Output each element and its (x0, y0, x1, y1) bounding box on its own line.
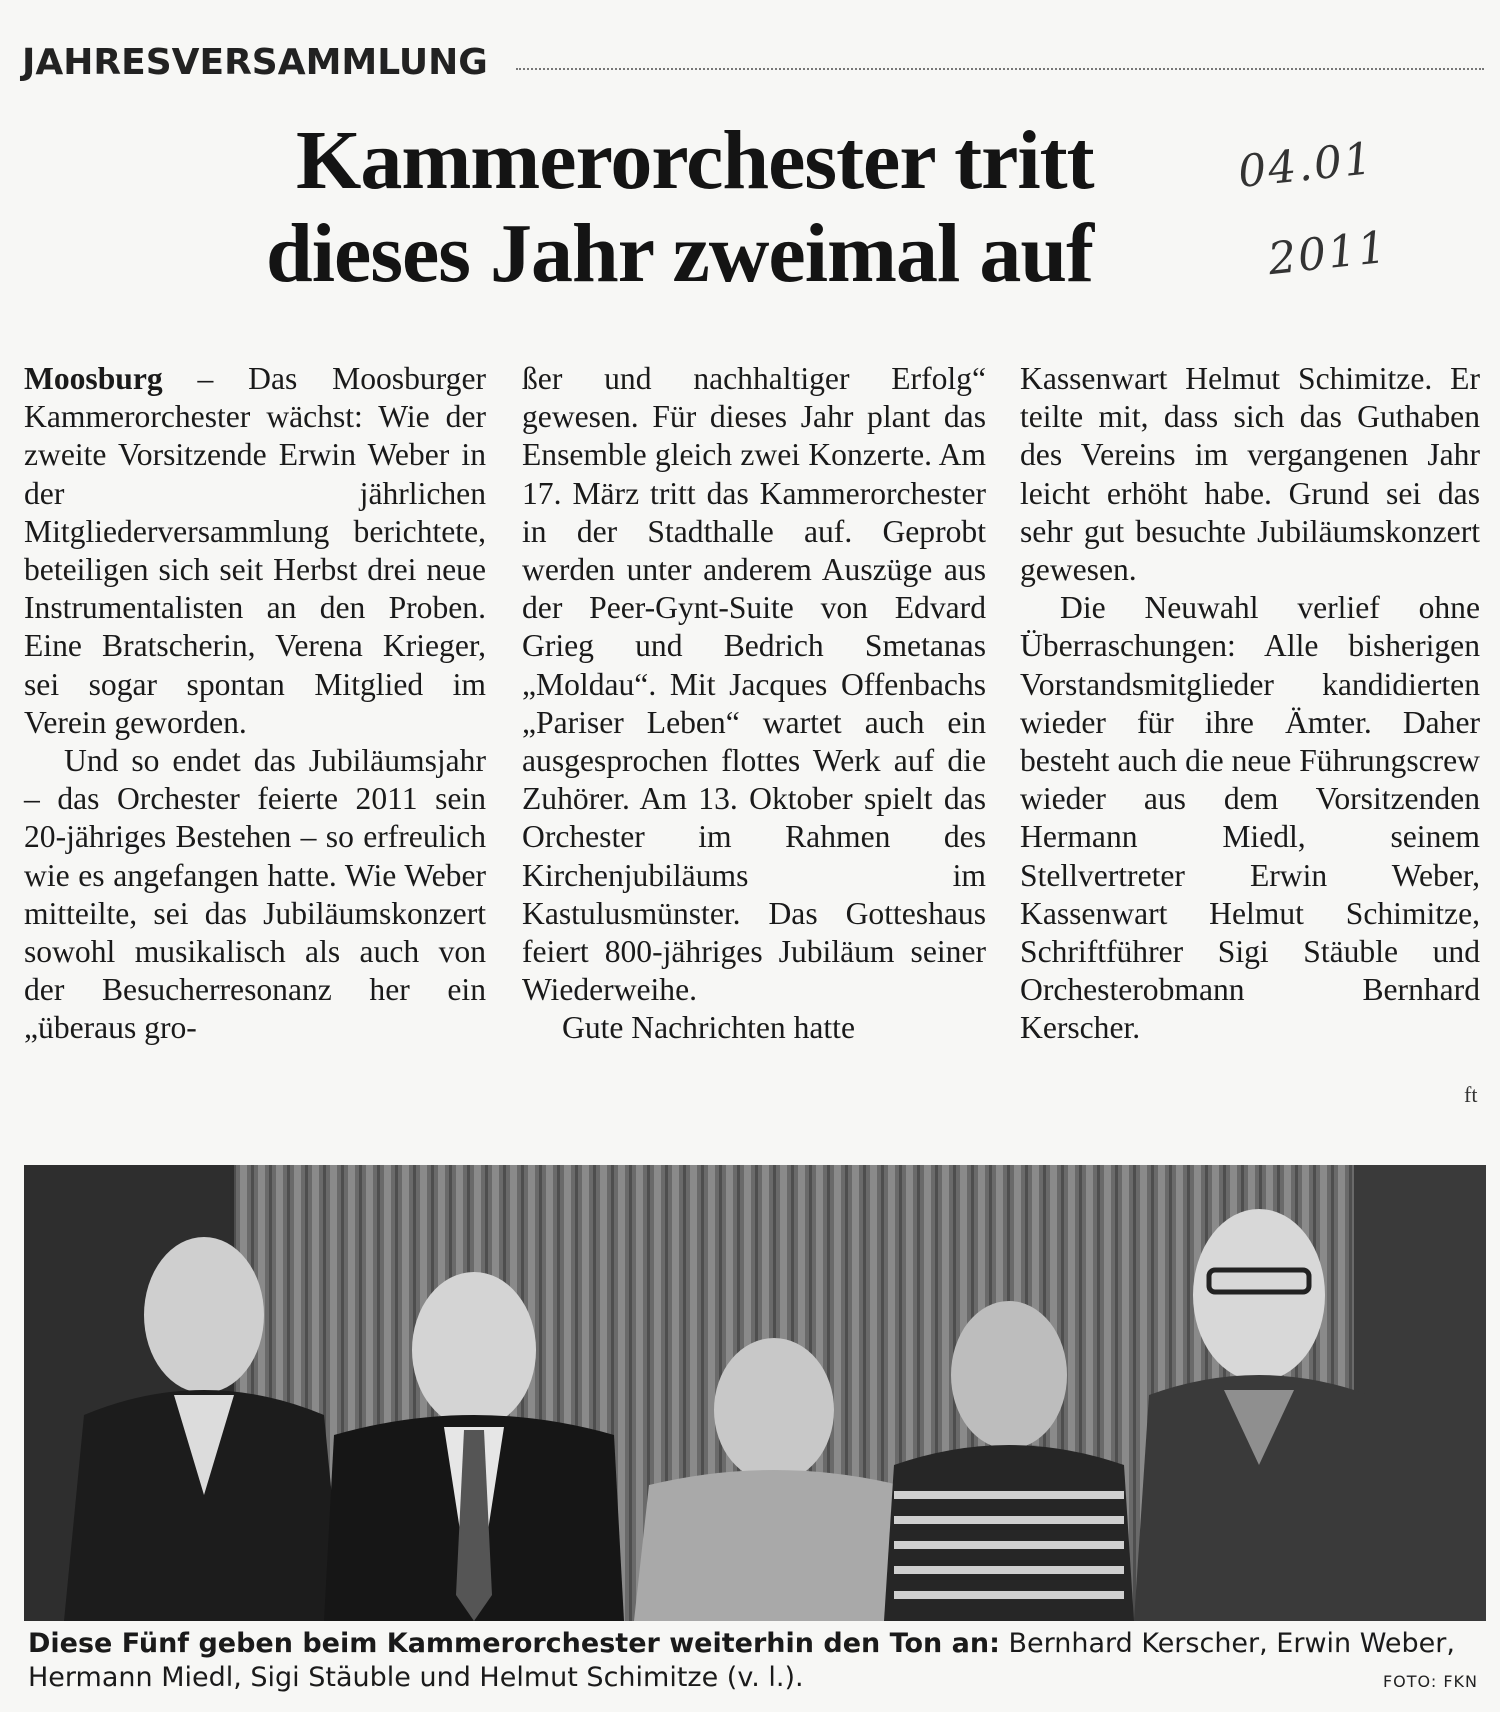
dateline: Moosburg (24, 361, 163, 396)
group-photo (24, 1165, 1486, 1621)
article-column-3 (1020, 360, 1480, 1048)
paragraph-4: Gute Nachrichten hatte (562, 1010, 855, 1046)
caption-lead: Diese Fünf geben beim Kammerorchester weiterhin den Ton an: (28, 1628, 1000, 1659)
caption-names: Bernhard Kerscher, Erwin Weber, Hermann Miedl, Sigi Stäuble und Helmut Schimitze (v. l.). (28, 1628, 1455, 1693)
headline-line-2: dieses Jahr zweimal auf (266, 207, 1094, 300)
headline-line-1: Kammerorchester tritt (296, 114, 1094, 207)
paragraph-5: Kassenwart Helmut Schimitze. Er teilte mit, dass sich das Guthaben des Vereins im vergangenen Jahr leicht erhöht habe. Grund sei das sehr gut besuchte Jubiläumskonzert gewesen. (1020, 361, 1480, 588)
photo-caption (28, 1627, 1478, 1695)
paragraph-1-text: – Das Moosburger Kammerorchester wächst: Wie der zweite Vorsitzende Erwin Weber in der jährlichen Mitgliederversammlung berichtete, beteiligen sich seit Herbst drei neue Instrumentalisten an den Proben. Eine Bratscherin, Verena Krieger, sei sogar spontan Mitglied im Verein geworden. (24, 361, 486, 740)
kicker-dotted-rule (516, 68, 1484, 70)
section-kicker: JAHRESVERSAMMLUNG (22, 42, 488, 83)
paragraph-6: Die Neuwahl verlief ohne Überraschungen: Alle bisherigen Vorstandsmitglieder kandidierten wieder für ihre Ämter. Daher besteht auch die neue Führungscrew wieder aus dem Vorsitzenden Hermann Miedl, seinem Stellvertreter Erwin Weber, Kassenwart Helmut Schimitze, Schriftführer Sigi Stäuble und Orchesterobmann Bernhard Kerscher. (1020, 590, 1480, 1046)
article-column-2 (522, 360, 986, 1048)
paragraph-1 (24, 360, 486, 742)
photo-credit: FOTO: FKN (1382, 1672, 1478, 1691)
paragraph-3: ßer und nachhaltiger Erfolg“ gewesen. Für dieses Jahr plant das Ensemble gleich zwei Konzerte. Am 17. März tritt das Kammerorchester in der Stadthalle auf. Geprobt werden unter anderem Auszüge aus der Peer-Gynt-Suite von Edvard Grieg und Bedrich Smetanas „Moldau“. Mit Jacques Offenbachs „Pariser Leben“ wartet auch ein ausgesprochen flottes Werk auf die Zuhörer. Am 13. Oktober spielt das Orchester im Rahmen des Kirchenjubiläums im Kastulusmünster. Das Gotteshaus feiert 800-jähriges Jubiläum seiner Wiederweihe. (522, 361, 986, 1008)
handwritten-year: 2011 (1265, 221, 1391, 286)
handwritten-date: 04.01 (1235, 133, 1377, 198)
author-initials: ft (1464, 1082, 1478, 1107)
group-photo-illustration (24, 1165, 1486, 1621)
article-column-1 (24, 360, 486, 1048)
paragraph-2: Und so endet das Jubiläumsjahr – das Orchester feierte 2011 sein 20-jähriges Bestehen – so erfreulich wie es angefangen hatte. Wie Weber mitteilte, sei das Jubiläumskonzert sowohl musikalisch als auch von der Besucherresonanz her ein „überaus gro- (24, 743, 486, 1046)
